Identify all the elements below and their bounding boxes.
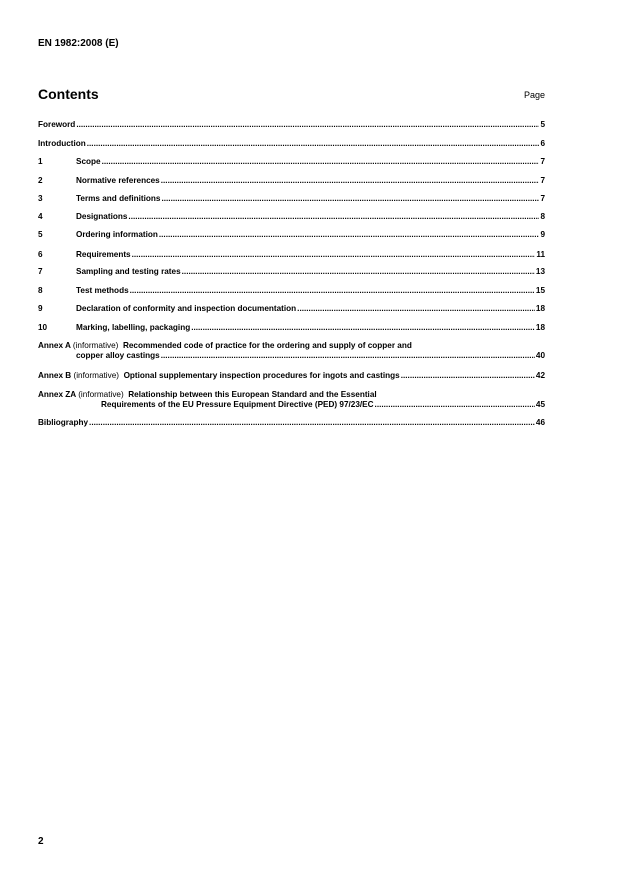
toc-label: Introduction xyxy=(38,139,86,148)
annex-type: (informative) xyxy=(72,341,119,350)
toc-page: 8 xyxy=(540,212,545,221)
toc-number: 10 xyxy=(38,323,48,332)
annex-title-line1: Relationship between this European Standard and the Essential xyxy=(128,390,377,399)
toc-number: 4 xyxy=(38,212,43,221)
toc-entry-introduction[interactable] xyxy=(38,139,545,149)
toc-entry-ordering-information[interactable] xyxy=(38,230,545,240)
toc-entry-annex-za[interactable] xyxy=(38,390,545,410)
toc-label: Terms and definitions xyxy=(76,194,161,203)
toc-label: Declaration of conformity and inspection documentation xyxy=(76,304,297,313)
annex-title-line2: Requirements of the EU Pressure Equipment Directive (PED) 97/23/EC xyxy=(101,400,374,409)
toc-number: 9 xyxy=(38,304,43,313)
toc-entry-bibliography[interactable] xyxy=(38,418,545,428)
toc-number: 6 xyxy=(38,250,43,259)
toc-entry-terms-definitions[interactable] xyxy=(38,194,545,204)
toc-number: 8 xyxy=(38,286,43,295)
annex-type: (informative) xyxy=(73,371,119,380)
annex-title-line2: copper alloy castings xyxy=(76,351,160,360)
toc-page: 5 xyxy=(540,120,545,129)
contents-title: Contents xyxy=(38,86,99,102)
toc-page: 7 xyxy=(540,157,545,166)
toc-page: 6 xyxy=(540,139,545,148)
toc-page: 45 xyxy=(535,400,545,409)
toc-number: 7 xyxy=(38,267,43,276)
toc-entry-normative-references[interactable] xyxy=(38,176,545,186)
annex-prefix: Annex B xyxy=(38,371,72,380)
toc-entry-requirements[interactable] xyxy=(38,250,545,260)
toc-label: Test methods xyxy=(76,286,129,295)
annex-prefix: Annex ZA xyxy=(38,390,76,399)
toc-entry-sampling-testing-rates[interactable] xyxy=(38,267,545,277)
toc-label: Ordering information xyxy=(76,230,158,239)
toc-label: Foreword xyxy=(38,120,76,129)
toc-page: 18 xyxy=(535,323,545,332)
toc-label: Requirements xyxy=(76,250,131,259)
page-number: 2 xyxy=(38,836,44,847)
annex-type: (informative) xyxy=(78,390,124,399)
toc-page: 42 xyxy=(535,371,545,380)
toc-label: Designations xyxy=(76,212,128,221)
toc-entry-annex-a[interactable] xyxy=(38,341,545,361)
toc-page: 9 xyxy=(540,230,545,239)
document-header: EN 1982:2008 (E) xyxy=(38,38,119,49)
toc-label: Marking, labelling, packaging xyxy=(76,323,191,332)
annex-title-line1: Recommended code of practice for the ordering and supply of copper and xyxy=(122,341,412,350)
toc-entry-foreword[interactable] xyxy=(38,120,545,130)
toc-page: 18 xyxy=(535,304,545,313)
toc-page: 46 xyxy=(535,418,545,427)
toc-label: Scope xyxy=(76,157,101,166)
toc-entry-scope[interactable] xyxy=(38,157,545,167)
toc-label: Normative references xyxy=(76,176,160,185)
toc-page: 15 xyxy=(535,286,545,295)
toc-page: 7 xyxy=(540,194,545,203)
toc-entry-designations[interactable] xyxy=(38,212,545,222)
annex-title-line1: Optional supplementary inspection procedures for ingots and castings xyxy=(123,371,400,380)
annex-prefix: Annex A xyxy=(38,341,71,350)
toc-page: 40 xyxy=(535,351,545,360)
page-column-label: Page xyxy=(523,90,545,100)
toc-entry-test-methods[interactable] xyxy=(38,286,545,296)
toc-entry-marking-labelling[interactable] xyxy=(38,323,545,333)
toc-number: 5 xyxy=(38,230,43,239)
toc-page: 11 xyxy=(536,250,545,259)
toc-number: 2 xyxy=(38,176,43,185)
toc-number: 3 xyxy=(38,194,43,203)
toc-number: 1 xyxy=(38,157,43,166)
toc-entry-declaration-conformity[interactable] xyxy=(38,304,545,314)
toc-page: 7 xyxy=(540,176,545,185)
toc-entry-annex-b[interactable] xyxy=(38,371,545,381)
toc-label: Sampling and testing rates xyxy=(76,267,181,276)
toc-label: Bibliography xyxy=(38,418,89,427)
toc-page: 13 xyxy=(535,267,545,276)
